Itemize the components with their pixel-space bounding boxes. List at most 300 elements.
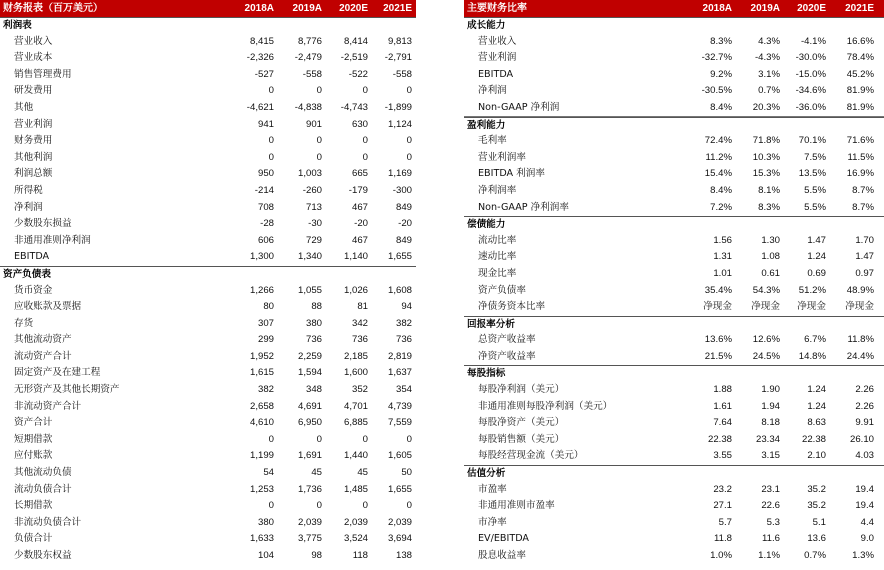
- table-row: [0, 498, 416, 515]
- cell-value: 16.9%: [846, 168, 874, 180]
- cell-value: 45: [357, 467, 368, 479]
- cell-value: 24.4%: [846, 350, 874, 362]
- cell-value: 1,026: [343, 284, 368, 296]
- cell-value: 3.15: [761, 450, 780, 462]
- cell-value: 849: [395, 201, 412, 213]
- cell-value: 606: [257, 234, 274, 246]
- table-row: [0, 150, 416, 167]
- table-row: [464, 249, 884, 266]
- table-row: [464, 548, 884, 565]
- cell-value: 382: [395, 317, 412, 329]
- cell-value: -15.0%: [795, 68, 826, 80]
- cell-value: 0: [316, 151, 322, 163]
- cell-value: 1.56: [713, 234, 732, 246]
- cell-value: 1,485: [343, 483, 368, 495]
- table-row: [464, 67, 884, 84]
- cell-value: 7,559: [387, 417, 412, 429]
- table-row: [0, 233, 416, 250]
- cell-value: 19.4: [855, 500, 874, 512]
- cell-value: 11.5%: [847, 151, 874, 163]
- cell-value: 0: [406, 85, 412, 97]
- table-row: [464, 233, 884, 250]
- cell-value: 0.69: [807, 267, 826, 279]
- cell-value: 70.1%: [798, 135, 826, 147]
- cell-value: -2,791: [384, 52, 412, 64]
- row-label: 研发费用: [14, 85, 53, 97]
- cell-value: 2.26: [855, 384, 874, 396]
- cell-value: 0: [362, 433, 368, 445]
- cell-value: 0: [406, 151, 412, 163]
- table-row: [464, 283, 884, 300]
- cell-value: -179: [348, 184, 368, 196]
- cell-value: 3,694: [387, 533, 412, 545]
- table-row: [0, 482, 416, 499]
- cell-value: 2,039: [387, 516, 412, 528]
- table-row: [0, 349, 416, 366]
- row-label: 营业成本: [14, 52, 53, 64]
- cell-value: 2,039: [297, 516, 322, 528]
- table-row: [0, 117, 416, 134]
- cell-value: 2,658: [249, 400, 274, 412]
- cell-value: 24.5%: [752, 350, 780, 362]
- section-label: 偿债能力: [467, 219, 506, 231]
- table-row: [464, 266, 884, 283]
- cell-value: -20: [398, 218, 412, 230]
- cell-value: 71.6%: [846, 135, 874, 147]
- cell-value: 0.61: [761, 267, 780, 279]
- cell-value: 352: [351, 384, 368, 396]
- cell-value: 8.63: [807, 417, 826, 429]
- row-label: 其他: [14, 101, 34, 113]
- cell-value: 净现金: [703, 301, 732, 313]
- cell-value: 54: [263, 467, 274, 479]
- cell-value: 20.3%: [752, 101, 780, 113]
- cell-value: 8.3%: [758, 201, 780, 213]
- row-label: 每股净利润（美元）: [478, 384, 565, 396]
- cell-value: 23.2: [713, 483, 732, 495]
- year-header: 2021E: [383, 3, 412, 14]
- cell-value: 5.7: [718, 516, 732, 528]
- section-header: [464, 17, 884, 34]
- cell-value: -36.0%: [795, 101, 826, 113]
- year-header: 2019A: [292, 3, 322, 14]
- cell-value: 1,691: [297, 450, 322, 462]
- cell-value: -300: [392, 184, 412, 196]
- table-row: [0, 200, 416, 217]
- row-label: 流动负债合计: [14, 483, 72, 495]
- cell-value: 5.5%: [804, 184, 826, 196]
- cell-value: 13.6%: [704, 334, 732, 346]
- cell-value: 0: [406, 135, 412, 147]
- cell-value: 713: [305, 201, 322, 213]
- table-row: [464, 133, 884, 150]
- row-label: 负债合计: [14, 533, 53, 545]
- table-row: [0, 365, 416, 382]
- cell-value: -4.3%: [754, 52, 780, 64]
- row-label: 非通用准则市盈率: [478, 500, 555, 512]
- table-row: [0, 448, 416, 465]
- cell-value: 630: [351, 118, 368, 130]
- table-row: [464, 150, 884, 167]
- cell-value: 1,266: [249, 284, 274, 296]
- cell-value: 1.01: [713, 267, 732, 279]
- cell-value: 45: [311, 467, 322, 479]
- cell-value: 2,819: [387, 350, 412, 362]
- table-row: [0, 183, 416, 200]
- cell-value: 382: [257, 384, 274, 396]
- cell-value: 0: [268, 433, 274, 445]
- table-row: [464, 166, 884, 183]
- cell-value: 307: [257, 317, 274, 329]
- table-row: [0, 83, 416, 100]
- cell-value: 0: [406, 500, 412, 512]
- cell-value: -34.6%: [795, 85, 826, 97]
- section-label: 估值分析: [467, 468, 506, 480]
- row-label: 财务费用: [14, 135, 53, 147]
- row-label: 销售管理费用: [14, 68, 72, 80]
- cell-value: 8,415: [249, 35, 274, 47]
- cell-value: 21.5%: [704, 350, 732, 362]
- cell-value: 1,140: [343, 251, 368, 263]
- cell-value: 1,608: [387, 284, 412, 296]
- row-label: 毛利率: [478, 135, 507, 147]
- cell-value: 94: [401, 301, 412, 313]
- row-label: 现金比率: [478, 267, 517, 279]
- table-row: [0, 34, 416, 51]
- cell-value: 1,340: [297, 251, 322, 263]
- row-label: 利润总额: [14, 168, 53, 180]
- cell-value: 4.4: [860, 516, 874, 528]
- cell-value: 81.9%: [846, 85, 874, 97]
- cell-value: 1.0%: [710, 550, 732, 561]
- cell-value: -30.0%: [795, 52, 826, 64]
- cell-value: 7.5%: [804, 151, 826, 163]
- cell-value: -30.5%: [701, 85, 732, 97]
- cell-value: 27.1: [713, 500, 732, 512]
- table-row: [0, 133, 416, 150]
- table-row: [464, 531, 884, 548]
- row-label: 每股净资产（美元）: [478, 417, 565, 429]
- table-row: [464, 349, 884, 366]
- cell-value: 348: [305, 384, 322, 396]
- row-label: 净利润: [478, 85, 507, 97]
- section-label: 每股指标: [467, 368, 506, 380]
- row-label: Non-GAAP 净利润率: [478, 201, 569, 213]
- table-row: [0, 67, 416, 84]
- table-row: [464, 515, 884, 532]
- table-row: [0, 548, 416, 565]
- table-row: [464, 498, 884, 515]
- row-label: 少数股东损益: [14, 218, 72, 230]
- cell-value: 8.4%: [710, 184, 732, 196]
- cell-value: -1,899: [384, 101, 412, 113]
- cell-value: -28: [260, 218, 274, 230]
- table-row: [464, 50, 884, 67]
- cell-value: 6,885: [343, 417, 368, 429]
- row-label: 净利润: [14, 201, 43, 213]
- row-label: 非通用准则每股净利润（美元）: [478, 400, 613, 412]
- row-label: 存货: [14, 317, 34, 329]
- cell-value: 4.3%: [758, 35, 780, 47]
- cell-value: 3,775: [297, 533, 322, 545]
- table-row: [464, 382, 884, 399]
- row-label: 应付账款: [14, 450, 53, 462]
- cell-value: 16.6%: [846, 35, 874, 47]
- table-row: [0, 249, 416, 266]
- year-header: 2019A: [750, 3, 780, 14]
- cell-value: 9.2%: [710, 68, 732, 80]
- cell-value: -4,838: [294, 101, 322, 113]
- cell-value: 467: [351, 201, 368, 213]
- table-row: [0, 415, 416, 432]
- cell-value: -20: [354, 218, 368, 230]
- cell-value: -260: [302, 184, 322, 196]
- cell-value: 23.34: [755, 433, 780, 445]
- table-row: [464, 34, 884, 51]
- cell-value: 354: [395, 384, 412, 396]
- cell-value: 118: [352, 550, 368, 561]
- row-label: 营业利润: [14, 118, 53, 130]
- row-label: 净利润率: [478, 184, 517, 196]
- cell-value: 71.8%: [752, 135, 780, 147]
- row-label: 营业收入: [14, 35, 53, 47]
- cell-value: 729: [305, 234, 322, 246]
- cell-value: 1.30: [761, 234, 780, 246]
- table-body: [464, 17, 884, 565]
- row-label: 长期借款: [14, 500, 53, 512]
- cell-value: 0: [316, 135, 322, 147]
- row-label: 货币资金: [14, 284, 53, 296]
- cell-value: 4,610: [249, 417, 274, 429]
- section-header: [0, 266, 416, 283]
- cell-value: 467: [351, 234, 368, 246]
- row-label: 净资产收益率: [478, 350, 536, 362]
- row-label: 市盈率: [478, 483, 507, 495]
- cell-value: 2,039: [343, 516, 368, 528]
- cell-value: 950: [257, 168, 274, 180]
- cell-value: 708: [257, 201, 274, 213]
- cell-value: -558: [392, 68, 412, 80]
- cell-value: 299: [257, 334, 274, 346]
- row-label: 速动比率: [478, 251, 517, 263]
- cell-value: 51.2%: [798, 284, 826, 296]
- cell-value: 941: [257, 118, 274, 130]
- cell-value: 54.3%: [752, 284, 780, 296]
- cell-value: 45.2%: [846, 68, 874, 80]
- cell-value: 23.1: [761, 483, 780, 495]
- section-header: [464, 365, 884, 382]
- row-label: 总资产收益率: [478, 334, 536, 346]
- cell-value: 81: [357, 301, 368, 313]
- cell-value: 1,124: [387, 118, 412, 130]
- cell-value: 4.03: [855, 450, 874, 462]
- row-label: 少数股东权益: [14, 550, 72, 561]
- table-row: [0, 216, 416, 233]
- cell-value: 48.9%: [846, 284, 874, 296]
- cell-value: 104: [257, 550, 274, 561]
- row-label: 资产负债率: [478, 284, 526, 296]
- table-row: [464, 482, 884, 499]
- cell-value: 665: [351, 168, 368, 180]
- cell-value: 3.55: [713, 450, 732, 462]
- cell-value: -558: [302, 68, 322, 80]
- table-row: [464, 448, 884, 465]
- cell-value: 13.5%: [798, 168, 826, 180]
- cell-value: -527: [254, 68, 274, 80]
- table-row: [464, 332, 884, 349]
- cell-value: 1,199: [249, 450, 274, 462]
- cell-value: 0: [362, 135, 368, 147]
- cell-value: 10.3%: [752, 151, 780, 163]
- cell-value: 2.26: [855, 400, 874, 412]
- cell-value: 380: [305, 317, 322, 329]
- cell-value: 22.38: [801, 433, 826, 445]
- table-row: [464, 415, 884, 432]
- row-label: EV/EBITDA: [478, 533, 529, 545]
- table-title: 主要财务比率: [467, 3, 527, 14]
- row-label: 其他流动负债: [14, 467, 72, 479]
- cell-value: 3.1%: [758, 68, 780, 80]
- cell-value: 1.94: [761, 400, 780, 412]
- cell-value: 26.10: [849, 433, 874, 445]
- cell-value: 8,414: [343, 35, 368, 47]
- cell-value: 1,003: [297, 168, 322, 180]
- row-label: 每股经营现金流（美元）: [478, 450, 584, 462]
- table-row: [0, 515, 416, 532]
- cell-value: 35.2: [807, 500, 826, 512]
- cell-value: 1.70: [855, 234, 874, 246]
- cell-value: 5.3: [766, 516, 780, 528]
- row-label: 每股销售额（美元）: [478, 433, 565, 445]
- cell-value: 736: [305, 334, 322, 346]
- cell-value: 50: [401, 467, 412, 479]
- cell-value: 736: [395, 334, 412, 346]
- cell-value: -4,743: [340, 101, 368, 113]
- cell-value: 88: [311, 301, 322, 313]
- table-body: [0, 17, 416, 565]
- table-row: [0, 100, 416, 117]
- section-label: 资产负债表: [3, 268, 51, 280]
- cell-value: 0: [316, 500, 322, 512]
- cell-value: 0: [268, 151, 274, 163]
- cell-value: 72.4%: [704, 135, 732, 147]
- table-row: [0, 166, 416, 183]
- cell-value: 4,701: [343, 400, 368, 412]
- cell-value: 0: [362, 151, 368, 163]
- cell-value: 1,253: [249, 483, 274, 495]
- cell-value: 5.5%: [804, 201, 826, 213]
- cell-value: 98: [311, 550, 322, 561]
- cell-value: 净现金: [751, 301, 780, 313]
- cell-value: 80: [263, 301, 274, 313]
- cell-value: 78.4%: [846, 52, 874, 64]
- year-header: 2018A: [702, 3, 732, 14]
- row-label: 流动比率: [478, 234, 517, 246]
- cell-value: 1,055: [297, 284, 322, 296]
- cell-value: -4,621: [246, 101, 274, 113]
- row-label: Non-GAAP 净利润: [478, 101, 560, 113]
- year-header: 2021E: [845, 3, 874, 14]
- row-label: 营业收入: [478, 35, 517, 47]
- table-header: [464, 0, 884, 17]
- row-label: 固定资产及在建工程: [14, 367, 101, 379]
- row-label: EBITDA 利润率: [478, 168, 545, 180]
- table-row: [0, 316, 416, 333]
- section-header: [464, 216, 884, 233]
- year-header: 2018A: [244, 3, 274, 14]
- row-label: 股息收益率: [478, 550, 526, 561]
- cell-value: 13.6: [807, 533, 826, 545]
- table-row: [0, 332, 416, 349]
- cell-value: 1.88: [713, 384, 732, 396]
- section-header: [464, 316, 884, 333]
- cell-value: 8,776: [297, 35, 322, 47]
- cell-value: 6.7%: [804, 334, 826, 346]
- year-header: 2020E: [797, 3, 826, 14]
- cell-value: 1,600: [343, 367, 368, 379]
- cell-value: 0: [362, 85, 368, 97]
- row-label: 营业利润率: [478, 151, 526, 163]
- cell-value: 1,300: [249, 251, 274, 263]
- cell-value: 8.7%: [852, 201, 874, 213]
- table-header: [0, 0, 416, 17]
- cell-value: 1.3%: [852, 550, 874, 561]
- table-row: [0, 283, 416, 300]
- cell-value: 1.90: [761, 384, 780, 396]
- financial-statements-table: [0, 0, 416, 570]
- cell-value: 849: [395, 234, 412, 246]
- cell-value: -522: [348, 68, 368, 80]
- cell-value: 1,605: [387, 450, 412, 462]
- cell-value: 22.6: [761, 500, 780, 512]
- cell-value: 342: [351, 317, 368, 329]
- row-label: 应收账款及票据: [14, 301, 82, 313]
- cell-value: -4.1%: [800, 35, 826, 47]
- cell-value: 1,952: [249, 350, 274, 362]
- row-label: 非流动负债合计: [14, 516, 82, 528]
- cell-value: 1,655: [387, 251, 412, 263]
- section-label: 利润表: [3, 20, 32, 31]
- table-row: [464, 83, 884, 100]
- cell-value: 11.2%: [705, 151, 732, 163]
- cell-value: 15.3%: [752, 168, 780, 180]
- cell-value: 1,637: [387, 367, 412, 379]
- cell-value: 0: [406, 433, 412, 445]
- cell-value: 8.4%: [710, 101, 732, 113]
- cell-value: -32.7%: [701, 52, 732, 64]
- cell-value: 3,524: [343, 533, 368, 545]
- cell-value: 1,655: [387, 483, 412, 495]
- cell-value: 1.47: [855, 251, 874, 263]
- cell-value: 901: [305, 118, 322, 130]
- section-label: 回报率分析: [467, 318, 515, 330]
- cell-value: 11.8%: [847, 334, 874, 346]
- table-row: [0, 50, 416, 67]
- cell-value: -2,479: [294, 52, 322, 64]
- cell-value: 净现金: [797, 301, 826, 313]
- row-label: 非通用准则净利润: [14, 234, 91, 246]
- cell-value: 22.38: [707, 433, 732, 445]
- cell-value: 14.8%: [798, 350, 826, 362]
- row-label: 资产合计: [14, 417, 53, 429]
- cell-value: 0.97: [855, 267, 874, 279]
- row-label: 无形资产及其他长期资产: [14, 384, 120, 396]
- cell-value: 1.08: [761, 251, 780, 263]
- row-label: 营业利润: [478, 52, 517, 64]
- cell-value: 净现金: [845, 301, 874, 313]
- cell-value: 0: [316, 433, 322, 445]
- financial-ratios-table: [464, 0, 884, 570]
